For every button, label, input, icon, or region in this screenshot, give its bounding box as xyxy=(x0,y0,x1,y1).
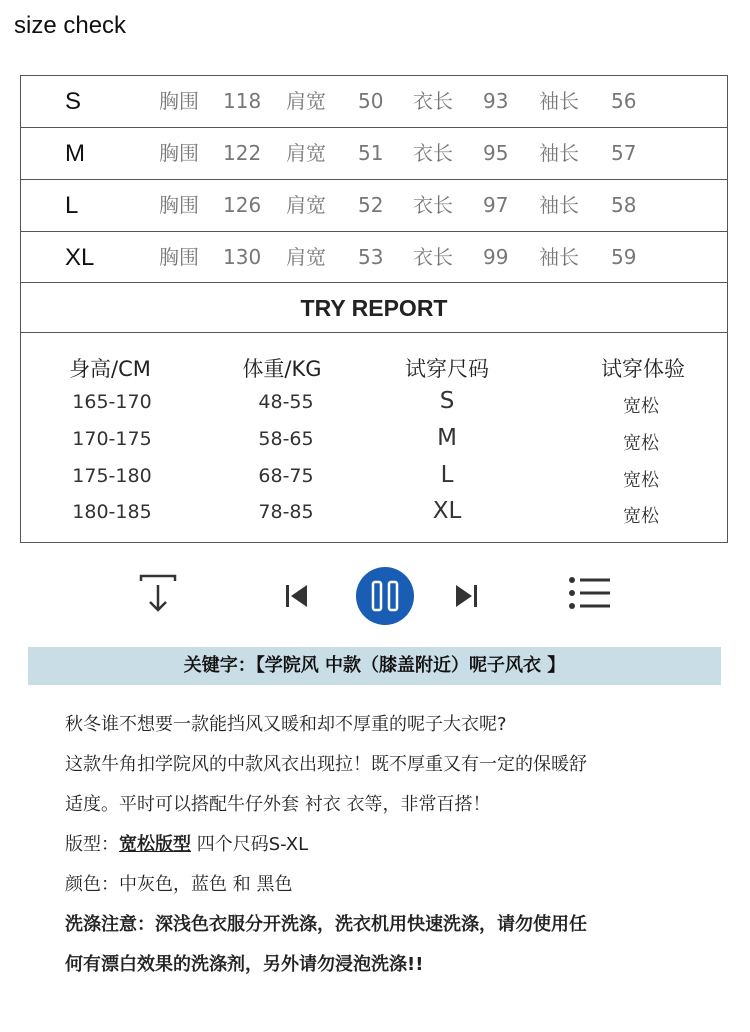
bust-label: 胸围 xyxy=(159,141,199,165)
sleeve-label: 袖长 xyxy=(539,193,579,217)
page-title: size check xyxy=(14,12,127,39)
fit-cell: 宽松 xyxy=(623,470,659,491)
size-row-s xyxy=(21,76,727,128)
fit-cell: 宽松 xyxy=(623,506,659,527)
size-label: M xyxy=(65,140,85,167)
playlist-icon[interactable] xyxy=(568,576,612,614)
sleeve-label: 袖长 xyxy=(539,141,579,165)
bust-value: 130 xyxy=(223,245,262,269)
shoulder-value: 53 xyxy=(358,245,384,269)
size-label: L xyxy=(65,192,79,219)
description-line-3: 适度。平时可以搭配牛仔外套 衬衣 衣等，非常百搭！ xyxy=(65,794,491,815)
shoulder-value: 50 xyxy=(358,89,384,113)
length-label: 衣长 xyxy=(413,141,453,165)
size-row-xl xyxy=(21,232,727,284)
bust-label: 胸围 xyxy=(159,89,199,113)
download-icon[interactable] xyxy=(138,573,178,617)
weight-cell: 78-85 xyxy=(258,501,314,523)
try-size-header: 试穿尺码 xyxy=(405,357,489,381)
fit-cell: 宽松 xyxy=(623,396,659,417)
fit-line xyxy=(65,833,308,857)
length-label: 衣长 xyxy=(413,193,453,217)
size-cell: S xyxy=(439,388,455,414)
shoulder-label: 肩宽 xyxy=(286,193,326,217)
description-line-1: 秋冬谁不想要一款能挡风又暖和却不厚重的呢子大衣呢? xyxy=(65,714,507,735)
fit-value: 宽松版型 xyxy=(119,834,191,855)
try-report-table xyxy=(20,333,728,543)
keywords-bar: 关键字：【学院风 中款（膝盖附近）呢子风衣 】 xyxy=(28,647,721,685)
length-label: 衣长 xyxy=(413,89,453,113)
next-icon[interactable] xyxy=(454,583,478,613)
sleeve-value: 57 xyxy=(611,141,637,165)
shoulder-value: 51 xyxy=(358,141,384,165)
shoulder-label: 肩宽 xyxy=(286,89,326,113)
size-table xyxy=(20,75,728,283)
fit-label: 版型： xyxy=(65,834,119,855)
pause-button[interactable] xyxy=(356,567,414,629)
wash-note-line-1: 洗涤注意：深浅色衣服分开洗涤，洗衣机用快速洗涤，请勿使用任 xyxy=(65,914,587,935)
length-value: 99 xyxy=(483,245,509,269)
height-cell: 165-170 xyxy=(72,391,152,413)
height-cell: 170-175 xyxy=(72,428,152,450)
bust-value: 118 xyxy=(223,89,262,113)
sleeve-value: 56 xyxy=(611,89,637,113)
bust-label: 胸围 xyxy=(159,193,199,217)
size-row-l xyxy=(21,180,727,232)
wash-note-line-2: 何有漂白效果的洗涤剂，另外请勿浸泡洗涤!! xyxy=(65,954,424,975)
size-row-m xyxy=(21,128,727,180)
fit-cell: 宽松 xyxy=(623,433,659,454)
sleeve-label: 袖长 xyxy=(539,89,579,113)
length-value: 95 xyxy=(483,141,509,165)
size-cell: M xyxy=(437,425,457,451)
previous-icon[interactable] xyxy=(285,583,309,613)
height-cell: 180-185 xyxy=(72,501,152,523)
try-report-title: TRY REPORT xyxy=(20,283,728,333)
bust-value: 122 xyxy=(223,141,262,165)
fit-experience-header: 试穿体验 xyxy=(601,357,685,381)
fit-sizes: 四个尺码S-XL xyxy=(191,834,309,855)
weight-header: 体重/KG xyxy=(242,357,322,381)
size-cell: XL xyxy=(432,498,462,524)
length-label: 衣长 xyxy=(413,245,453,269)
shoulder-label: 肩宽 xyxy=(286,245,326,269)
size-label: S xyxy=(65,88,82,115)
length-value: 97 xyxy=(483,193,509,217)
height-cell: 175-180 xyxy=(72,465,152,487)
color-line: 颜色：中灰色，蓝色 和 黑色 xyxy=(65,874,293,895)
weight-cell: 48-55 xyxy=(258,391,314,413)
description-line-2: 这款牛角扣学院风的中款风衣出现拉！既不厚重又有一定的保暖舒 xyxy=(65,754,587,775)
length-value: 93 xyxy=(483,89,509,113)
weight-cell: 68-75 xyxy=(258,465,314,487)
bust-label: 胸围 xyxy=(159,245,199,269)
size-label: XL xyxy=(65,244,95,271)
sleeve-value: 59 xyxy=(611,245,637,269)
height-header: 身高/CM xyxy=(69,357,151,381)
shoulder-value: 52 xyxy=(358,193,384,217)
bust-value: 126 xyxy=(223,193,262,217)
size-cell: L xyxy=(440,462,454,488)
sleeve-label: 袖长 xyxy=(539,245,579,269)
shoulder-label: 肩宽 xyxy=(286,141,326,165)
weight-cell: 58-65 xyxy=(258,428,314,450)
sleeve-value: 58 xyxy=(611,193,637,217)
